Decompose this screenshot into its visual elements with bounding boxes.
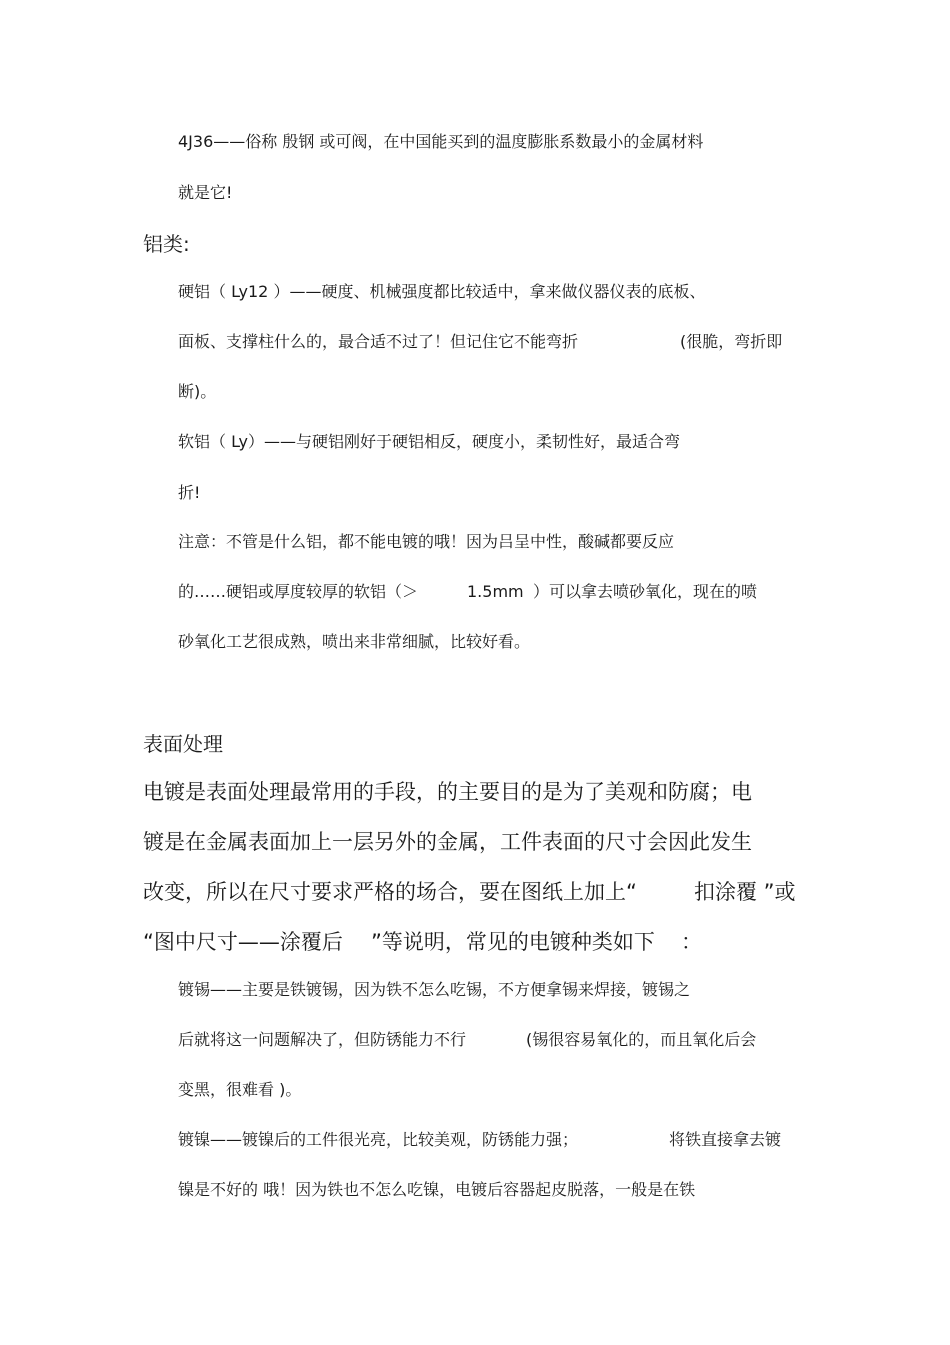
note-line-2-a: 的……硬铝或厚度较厚的软铝（＞	[178, 582, 419, 601]
note-line-3: 砂氧化工艺很成熟，喷出来非常细腻，比较好看。	[178, 632, 531, 651]
plating-intro-line-1: 电镀是表面处理最常用的手段，的主要目的是为了美观和防腐；电	[143, 780, 752, 804]
plating-intro-line-2: 镀是在金属表面加上一层另外的金属，工件表面的尺寸会因此发生	[143, 830, 752, 854]
hard-aluminum-line-1: 硬铝（ Ly12 ）——硬度、机械强度都比较适中，拿来做仪器仪表的底板、	[178, 282, 706, 301]
surface-heading: 表面处理	[143, 732, 223, 756]
plating-intro-line-4	[143, 932, 703, 956]
nickel-plating-line-2: 镍是不好的 哦！因为铁也不怎么吃镍，电镀后容器起皮脱落，一般是在铁	[178, 1180, 696, 1199]
plating-intro-line-4-c: ：	[681, 930, 702, 954]
plating-intro-line-4-b: ”等说明，常见的电镀种类如下	[371, 930, 655, 954]
hard-aluminum-line-2-note: (很脆，弯折即	[680, 332, 783, 351]
tin-plating-line-3: 变黑，很难看 )。	[178, 1080, 302, 1099]
nickel-plating-line-1-b: 将铁直接拿去镀	[669, 1130, 782, 1149]
tin-plating-line-2-b: (锡很容易氧化的，而且氧化后会	[526, 1030, 757, 1049]
soft-aluminum-line-1: 软铝（ Ly）——与硬铝刚好于硬铝相反，硬度小，柔韧性好，最适合弯	[178, 432, 681, 451]
note-line-2-c: ）可以拿去喷砂氧化，现在的喷	[533, 582, 758, 601]
iron-line-1: 4J36——俗称 殷钢 或可阀，在中国能买到的温度膨胀系数最小的金属材料	[178, 132, 704, 151]
aluminum-heading: 铝类:	[143, 232, 190, 256]
tin-plating-line-2	[178, 1032, 818, 1050]
plating-intro-line-4-a: “图中尺寸——涂覆后	[143, 930, 343, 954]
iron-line-2: 就是它!	[178, 183, 233, 202]
hard-aluminum-line-2-main: 面板、支撑柱什么的，最合适不过了！但记住它不能弯折	[178, 332, 579, 351]
plating-intro-line-3	[143, 882, 808, 906]
note-line-2	[178, 584, 818, 602]
nickel-plating-line-1	[178, 1132, 818, 1150]
note-line-2-value: 1.5mm	[467, 582, 524, 601]
plating-intro-line-3-a: 改变，所以在尺寸要求严格的场合，要在图纸上加上“	[143, 880, 637, 904]
plating-intro-line-3-b: 扣涂覆 ”或	[694, 880, 796, 904]
hard-aluminum-line-3: 断)。	[178, 382, 217, 401]
note-line-1: 注意：不管是什么铝，都不能电镀的哦！因为吕呈中性，酸碱都要反应	[178, 532, 675, 551]
tin-plating-line-1: 镀锡——主要是铁镀锡，因为铁不怎么吃锡，不方便拿锡来焊接，镀锡之	[178, 980, 691, 999]
soft-aluminum-line-2: 折!	[178, 483, 201, 502]
hard-aluminum-line-2	[178, 334, 818, 352]
tin-plating-line-2-a: 后就将这一问题解决了，但防锈能力不行	[178, 1030, 467, 1049]
nickel-plating-line-1-a: 镀镍——镀镍后的工件很光亮，比较美观，防锈能力强；	[178, 1130, 579, 1149]
